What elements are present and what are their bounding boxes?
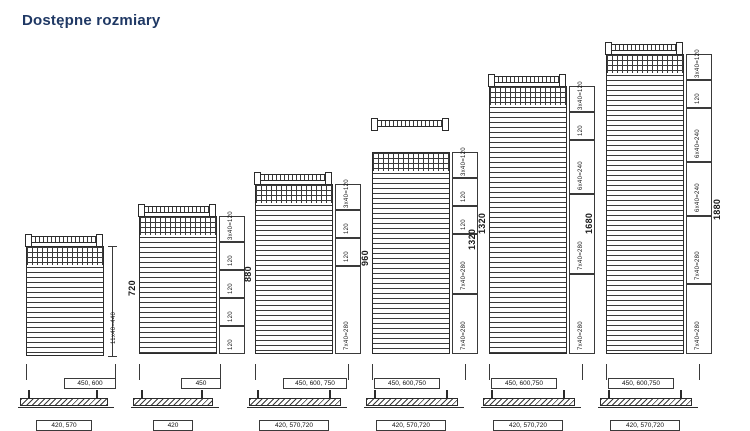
segment-label: 3x40=120	[578, 81, 584, 110]
width-tick-right	[465, 364, 466, 380]
panel-bars	[607, 75, 683, 353]
width-tick-left	[139, 364, 140, 380]
wall-hatch	[249, 398, 341, 406]
bracket-post	[491, 390, 493, 398]
top-rail	[489, 76, 565, 83]
segment-label: 120	[228, 283, 234, 294]
base-width-label: 420, 570,720	[610, 420, 680, 431]
base-width-label: 420, 570	[36, 420, 92, 431]
radiator-body	[139, 216, 217, 354]
segment-label: 3x40=120	[695, 49, 701, 78]
base-width-label: 420, 570,720	[493, 420, 563, 431]
base-width-label: 420	[153, 420, 193, 431]
overall-height-label-1320: 1320	[467, 228, 477, 250]
width-tick-right	[582, 364, 583, 380]
segment-label: 7x40=280	[578, 241, 584, 270]
segment-label: 120	[228, 339, 234, 350]
panel-bars	[256, 205, 332, 353]
width-tick-left	[26, 364, 27, 380]
radiator-body	[489, 86, 567, 354]
width-label: 450, 600,750	[491, 378, 557, 389]
top-rail	[255, 174, 331, 181]
segment-label: 120	[344, 223, 350, 234]
base-width-label: 420, 570,720	[259, 420, 329, 431]
overall-height-label-1880: 1880	[712, 198, 722, 220]
radiator-body	[606, 54, 684, 354]
width-tick-left	[372, 364, 373, 380]
wall-line	[247, 407, 347, 408]
top-rail	[26, 236, 102, 243]
width-label: 450, 600, 750	[283, 378, 347, 389]
overall-height-label: 720	[127, 280, 137, 296]
panel-bars	[27, 267, 103, 355]
segment-label: 7x40=280	[695, 321, 701, 350]
bracket-post	[141, 390, 143, 398]
segment-label: 7x40=280	[461, 321, 467, 350]
width-tick-left	[489, 364, 490, 380]
overall-height-label: 960	[360, 250, 370, 266]
wall-line	[481, 407, 581, 408]
rail-end-cap-right	[442, 118, 449, 131]
panel-bars	[490, 107, 566, 353]
width-label: 450, 600	[64, 378, 116, 389]
bracket-post	[201, 390, 203, 398]
base-width-label: 420, 570,720	[376, 420, 446, 431]
panel-bars	[373, 173, 449, 353]
segment-label: 120	[695, 93, 701, 104]
top-rail	[139, 206, 215, 213]
radiator-body	[255, 184, 333, 354]
bracket-post	[329, 390, 331, 398]
segment-label: 120	[228, 255, 234, 266]
segment-label: 120	[461, 219, 467, 230]
segment-label: 3x40=120	[228, 211, 234, 240]
wall-hatch	[20, 398, 108, 406]
width-tick-right	[348, 364, 349, 380]
segment-label: 6x40=240	[695, 129, 701, 158]
bracket-post	[96, 390, 98, 398]
bracket-post	[257, 390, 259, 398]
overall-height-label-1680: 1680	[584, 212, 594, 234]
rail-end-cap-left	[371, 118, 378, 131]
bracket-post	[374, 390, 376, 398]
panel-bars	[140, 237, 216, 353]
bracket-post	[563, 390, 565, 398]
panel-dot-grid	[490, 87, 566, 105]
radiator-body	[26, 246, 104, 356]
panel-dot-grid	[256, 185, 332, 203]
bracket-post	[680, 390, 682, 398]
width-tick-right	[220, 364, 221, 380]
wall-hatch	[483, 398, 575, 406]
wall-line	[364, 407, 464, 408]
width-label: 450, 600,750	[374, 378, 440, 389]
panel-dot-grid	[607, 55, 683, 73]
panel-dot-grid	[373, 153, 449, 171]
segment-label: 7x40=280	[695, 251, 701, 280]
top-rail	[372, 120, 448, 127]
page-title: Dostępne rozmiary	[22, 12, 161, 29]
dimension-tick	[108, 356, 117, 357]
wall-line	[18, 407, 114, 408]
overall-height-label: 880	[243, 266, 253, 282]
panel-dot-grid	[27, 247, 103, 265]
segment-label: 120	[228, 311, 234, 322]
segment-label: 7x40=280	[578, 321, 584, 350]
panel-dot-grid	[140, 217, 216, 235]
width-tick-left	[255, 364, 256, 380]
wall-hatch	[600, 398, 692, 406]
size-diagram	[0, 34, 750, 430]
segment-label: 120	[344, 251, 350, 262]
segment-label: 120	[461, 191, 467, 202]
wall-line	[598, 407, 698, 408]
wall-line	[131, 407, 219, 408]
wall-hatch	[133, 398, 213, 406]
segment-label: 3x40=120	[344, 179, 350, 208]
width-tick-left	[606, 364, 607, 380]
width-label: 450	[181, 378, 221, 389]
segment-label: 11x40=440	[111, 311, 117, 344]
radiator-body	[372, 152, 450, 354]
width-label: 450, 600,750	[608, 378, 674, 389]
wall-hatch	[366, 398, 458, 406]
dimension-tick	[108, 246, 117, 247]
segment-label: 7x40=280	[461, 261, 467, 290]
overall-height-label: 1320	[477, 212, 487, 234]
bracket-post	[28, 390, 30, 398]
bracket-post	[446, 390, 448, 398]
width-tick-right	[115, 364, 116, 380]
top-rail	[606, 44, 682, 51]
segment-label: 6x40=240	[578, 161, 584, 190]
segment-label: 6x40=240	[695, 183, 701, 212]
segment-label: 3x40=120	[461, 147, 467, 176]
segment-label: 120	[578, 125, 584, 136]
segment-label: 7x40=280	[344, 321, 350, 350]
width-tick-right	[699, 364, 700, 380]
bracket-post	[608, 390, 610, 398]
